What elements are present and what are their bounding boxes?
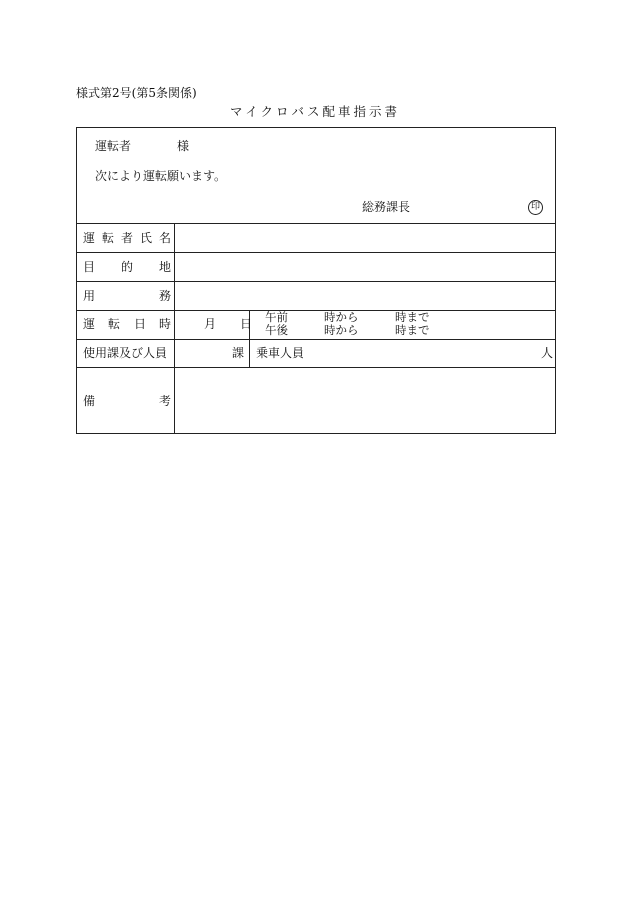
pm-from: 時から [324, 323, 359, 337]
pm-label: 午後 [265, 323, 288, 337]
remarks-label: 備 考 [83, 394, 172, 408]
section-suffix: 課 [232, 346, 245, 360]
form-table [76, 127, 556, 434]
persons-suffix: 人 [541, 346, 554, 360]
destination-label: 目 的 地 [83, 260, 172, 274]
passengers-label: 乗車人員 [256, 346, 305, 360]
am-label: 午前 [265, 310, 288, 324]
rule-1 [77, 223, 555, 224]
day-suffix: 日 [240, 317, 253, 331]
pm-until: 時まで [395, 323, 430, 337]
request-text: 次により運転願います。 [95, 169, 227, 183]
rule-3 [77, 281, 555, 282]
honorific: 様 [177, 139, 190, 153]
am-until: 時まで [395, 310, 430, 324]
rule-6 [77, 367, 555, 368]
am-from: 時から [324, 310, 359, 324]
rule-2 [77, 252, 555, 253]
driving-date-label: 運 転 日 時 [83, 317, 172, 331]
driver-name-label: 運 転 者 氏 名 [83, 231, 172, 245]
purpose-label: 用 務 [83, 289, 172, 303]
signer-title: 総務課長 [362, 200, 411, 214]
document-title: マイクロバス配車指示書 [229, 104, 400, 119]
label-column-divider [174, 223, 175, 433]
using-section-label: 使用課及び人員 [83, 346, 168, 360]
rule-5 [77, 339, 555, 340]
month-suffix: 月 [204, 317, 217, 331]
driver-label: 運転者 [95, 139, 132, 153]
rule-4 [77, 310, 555, 311]
form-number: 様式第2号(第5条関係) [76, 86, 197, 100]
seal-icon: 印 [528, 200, 543, 215]
